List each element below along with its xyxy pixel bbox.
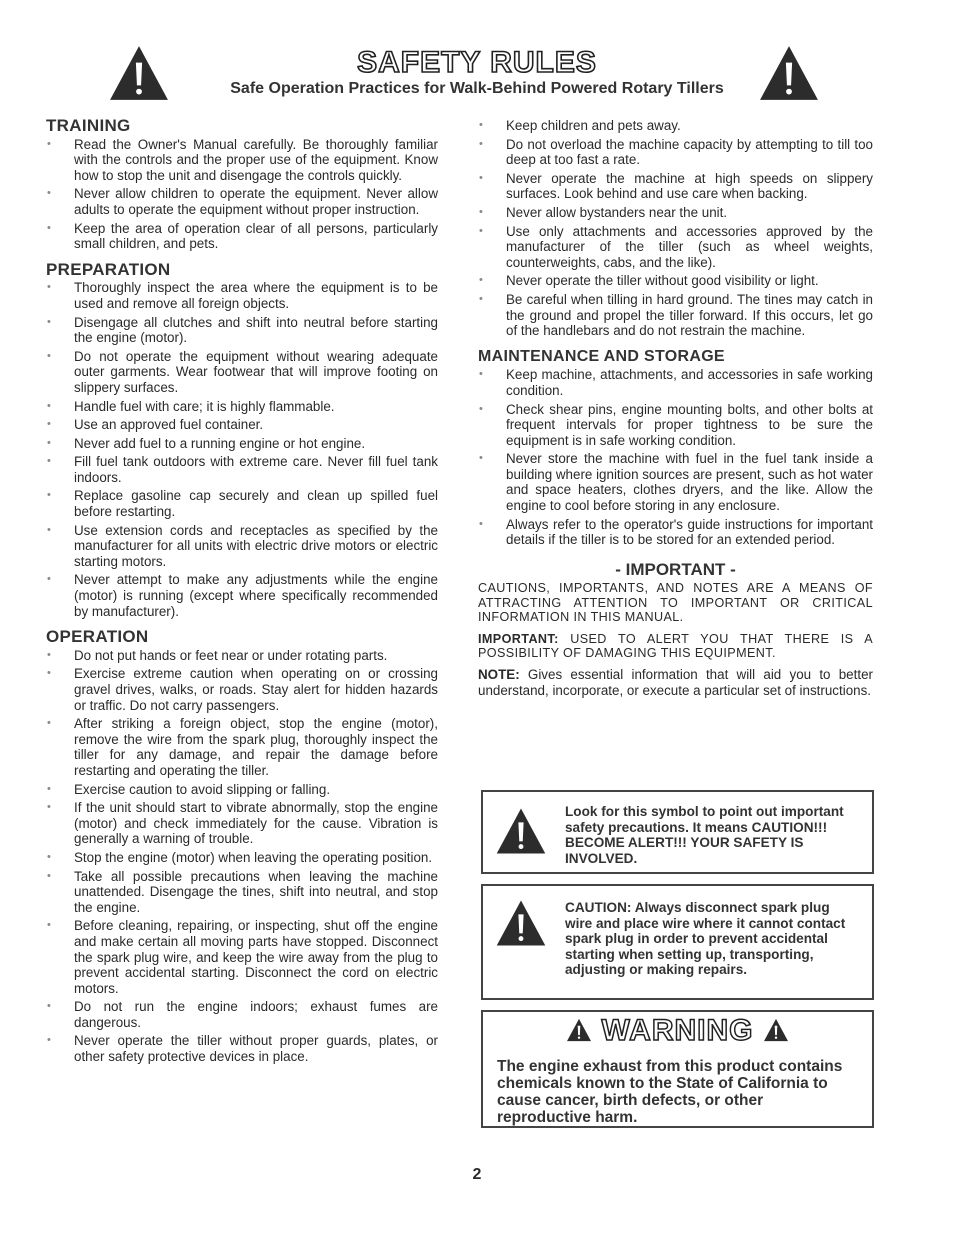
note-text: Gives essential information that will aid you to better understand, incorporate, or execute a particular set of instructions. (478, 667, 873, 699)
list-item: • Keep the area of operation clear of all persons, particularly small children, and pets. (46, 221, 438, 252)
warning-box (481, 1010, 874, 1128)
list-item: • Exercise caution to avoid slipping or falling. (46, 782, 438, 798)
page-number: 2 (472, 1166, 482, 1183)
list-item: • Always refer to the operator's guide instructions for important details if the tiller is to be stored for an extended period. (478, 517, 873, 548)
list-item: • Never add fuel to a running engine or hot engine. (46, 436, 438, 452)
important-definition (478, 632, 873, 661)
symbol-explanation-text: Look for this symbol to point out important safety precautions. It means CAUTION!!! BECOME ALERT!!! YOUR SAFETY IS INVOLVED. (565, 804, 844, 866)
operation-list (46, 648, 438, 1065)
operation-continued-list (478, 118, 873, 339)
training-heading: TRAINING (46, 116, 131, 135)
caution-text: CAUTION: Always disconnect spark plug wire and place wire where it cannot contact spark plug in order to prevent accidental starting when setting up, transporting, adjusting or making repairs. (565, 900, 846, 977)
list-item: • Use an approved fuel container. (46, 417, 438, 433)
warning-title-row (483, 1014, 872, 1047)
list-item: • Handle fuel with care; it is highly flammable. (46, 399, 438, 415)
maintenance-list (478, 367, 873, 548)
warning-icon (763, 1018, 789, 1042)
note-definition (478, 667, 873, 699)
list-item: • If the unit should start to vibrate abnormally, stop the engine (motor) and check immediately for the cause. Vibration is generally a warning of trouble. (46, 800, 438, 847)
list-item: • Be careful when tilling in hard ground. The tines may catch in the ground and propel the tiller forward. If this occurs, let go of the handlebars and do not restrain the machine. (478, 292, 873, 339)
list-item: • Never allow bystanders near the unit. (478, 205, 873, 221)
list-item: • Before cleaning, repairing, or inspecting, shut off the engine and make certain all moving parts have stopped. Disconnect the spark plug wire, and keep the wire away from the plug to prevent accidental starting. Disconnect the cord on electric motors. (46, 918, 438, 996)
page-title: SAFETY RULES (357, 46, 597, 79)
important-intro: CAUTIONS, IMPORTANTS, AND NOTES ARE A MEANS OF ATTRACTING ATTENTION TO IMPORTANT OR CRITICAL INFORMATION IN THIS MANUAL. (478, 581, 873, 625)
page-header (0, 40, 954, 120)
warning-icon (566, 1018, 592, 1042)
list-item: • Use extension cords and receptacles as specified by the manufacturer for all units with electric drive motors or electric starting motors. (46, 523, 438, 570)
preparation-heading: PREPARATION (46, 259, 171, 279)
list-item: • Fill fuel tank outdoors with extreme care. Never fill fuel tank indoors. (46, 454, 438, 485)
list-item: • Read the Owner's Manual carefully. Be thoroughly familiar with the controls and the proper use of the equipment. Know how to stop the unit and disengage the controls quickly. (46, 137, 438, 184)
list-item: • Never operate the tiller without proper guards, plates, or other safety protective devices in place. (46, 1033, 438, 1064)
safety-alert-icon (495, 898, 547, 948)
maintenance-heading: MAINTENANCE AND STORAGE (478, 347, 725, 365)
list-item: • Stop the engine (motor) when leaving the operating position. (46, 850, 438, 866)
list-item: • Exercise extreme caution when operating on or crossing gravel drives, walks, or roads. Stay alert for hidden hazards or traffic. Do not carry passengers. (46, 666, 438, 713)
list-item: • Do not run the engine indoors; exhaust fumes are dangerous. (46, 999, 438, 1030)
list-item: • Do not put hands or feet near or under rotating parts. (46, 648, 438, 664)
safety-alert-icon (495, 806, 547, 856)
caution-box (481, 884, 874, 1000)
symbol-explanation-box (481, 790, 874, 874)
list-item: • Do not overload the machine capacity by attempting to till too deep at too fast a rate. (478, 137, 873, 168)
list-item: • After striking a foreign object, stop the engine (motor), remove the wire from the spark plug, thoroughly inspect the tiller for any damage, and repair the damage before restarting and operating the tiller. (46, 716, 438, 778)
important-label: IMPORTANT: (478, 631, 559, 646)
preparation-list (46, 280, 438, 619)
list-item: • Disengage all clutches and shift into neutral before starting the engine (motor). (46, 315, 438, 346)
note-label: NOTE: (478, 667, 520, 683)
warning-title: WARNING (601, 1014, 754, 1047)
safety-alert-icon (758, 44, 820, 102)
list-item: • Thoroughly inspect the area where the equipment is to be used and remove all foreign objects. (46, 280, 438, 311)
list-item: • Use only attachments and accessories approved by the manufacturer of the tiller (such as wheel weights, counterweights, cabs, and the like). (478, 224, 873, 271)
list-item: • Keep children and pets away. (478, 118, 873, 134)
list-item: • Never store the machine with fuel in the fuel tank inside a building where ignition sources are present, such as hot water and space heaters, clothes dryers, and the like. Allow the engine to cool before storing in any enclosure. (478, 451, 873, 513)
page-subtitle: Safe Operation Practices for Walk-Behind Powered Rotary Tillers (230, 80, 724, 97)
training-list (46, 137, 438, 252)
warning-text: The engine exhaust from this product contains chemicals known to the State of California to cause cancer, birth defects, or other reproductive harm. (497, 1058, 843, 1126)
important-text: USED TO ALERT YOU THAT THERE IS A POSSIBILITY OF DAMAGING THIS EQUIPMENT. (478, 631, 873, 661)
important-heading: - IMPORTANT - (615, 559, 736, 579)
list-item: • Keep machine, attachments, and accessories in safe working condition. (478, 367, 873, 398)
list-item: • Never allow children to operate the equipment. Never allow adults to operate the equipment without proper instruction. (46, 186, 438, 217)
list-item: • Check shear pins, engine mounting bolts, and other bolts at frequent intervals for proper tightness to be sure the equipment is in safe working condition. (478, 402, 873, 449)
list-item: • Take all possible precautions when leaving the machine unattended. Disengage the tines, shift into neutral, and stop the engine. (46, 869, 438, 916)
operation-heading: OPERATION (46, 627, 149, 647)
list-item: • Replace gasoline cap securely and clean up spilled fuel before restarting. (46, 488, 438, 519)
right-column (478, 118, 873, 709)
list-item: • Never operate the tiller without good visibility or light. (478, 273, 873, 289)
list-item: • Do not operate the equipment without wearing adequate outer garments. Wear footwear that will improve footing on slippery surfaces. (46, 349, 438, 396)
left-column (46, 118, 438, 1068)
list-item: • Never operate the machine at high speeds on slippery surfaces. Look behind and use care when backing. (478, 171, 873, 202)
list-item: • Never attempt to make any adjustments while the engine (motor) is running (except where specifically recommended by manufacturer). (46, 572, 438, 619)
